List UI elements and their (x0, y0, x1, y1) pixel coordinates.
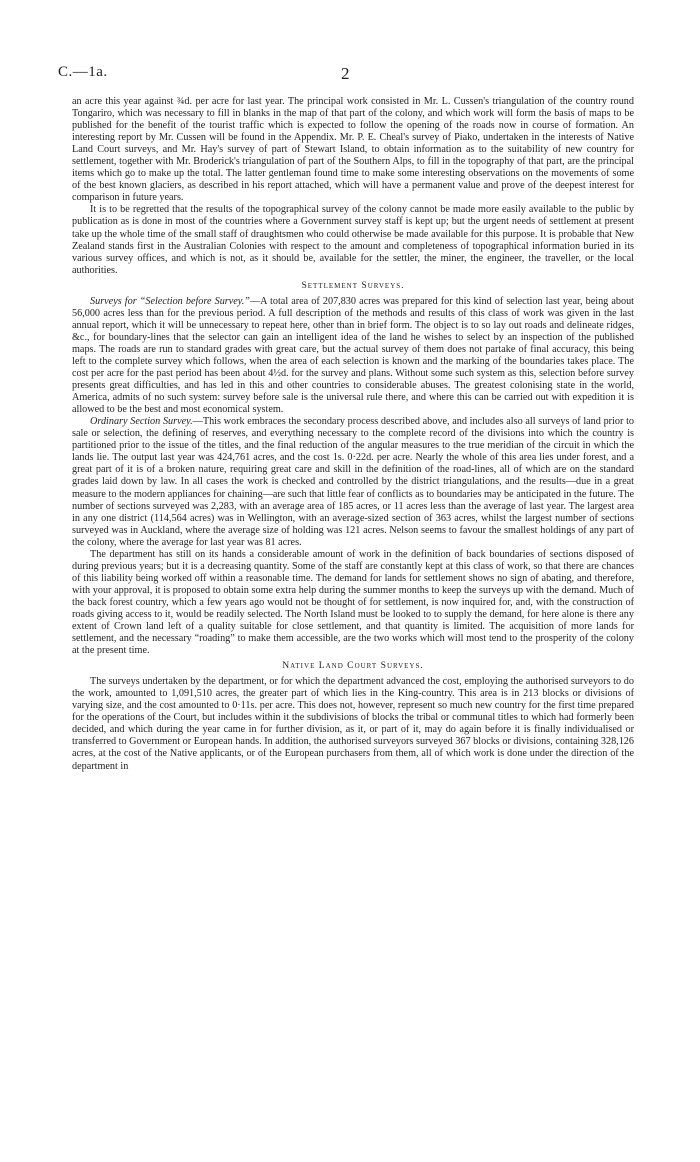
paragraph-selection-before-survey (72, 296, 634, 416)
page-header (58, 64, 642, 88)
run-in-heading-selection: Surveys for “Selection before Survey.” (90, 295, 250, 307)
run-in-heading-ordinary: Ordinary Section Survey. (90, 416, 193, 428)
paragraph-text: —A total area of 207,830 acres was prepared for this kind of selection last year, being about 56,000 acres less than for the previous period. A full description of the methods and results of this class of work was given in the last annual report, which it will be unnecessary to repeat here, other than in brief form. The object is to so lay out roads and delineate ridges, &c., for boundary-lines that the selector can gain an intelligent idea of the land he wishes to select by an inspection of the published maps. The roads are run to standard grades with great care, but the actual survey of them does not partake of final accuracy, this being left to the complete survey which follows, when the area of each selection is known and the marking of the boundaries takes place. The cost per acre for the past period has been about 4½d. for the survey and plans. Without some such system as this, selection before survey presents great difficulties, and has led in this and other countries to considerable abuses. The greatest colonising state in the world, America, admits of no such system: survey before sale is the universal rule there, and where this can be carried out with expedition it is allowed to be the best and most economical system. (72, 295, 634, 416)
paragraph-ordinary-section-survey (72, 416, 634, 549)
paragraph-text: —This work embraces the secondary process described above, and includes also all surveys of land prior to sale or selection, the defining of reserves, and everything necessary to the complete record of the divisions into which the country is partitioned prior to the issue of the titles, and the final reduction of the angular measures to the true meridian of the circuit in which the lands lie. The output last year was 424,761 acres, and the cost 1s. 0·22d. per acre. Nearly the whole of this area lies under forest, and a great part of it is of a broken nature, requiring great care and skill in the definition of the road-lines, all of which are on the standard grades laid down by law. In all cases the work is checked and controlled by the district triangulations, and the results—due in a great measure to the modern appliances for chaining—are such that little fear of conflicts as to boundaries may be anticipated in the future. The number of sections surveyed was 2,283, with an average area of 185 acres, or 11 acres less than the average of last year. The largest area in any one district (114,564 acres) was in Wellington, with an average-sized section of 363 acres, whilst the largest number of sections surveyed was in Auckland, where the average size of holding was 121 acres. Nelson seems to favour the smallest holdings of any part of the colony, where the average for last year was 81 acres. (72, 416, 635, 548)
document-body (72, 96, 634, 773)
paragraph-native-surveys: The surveys undertaken by the department, or for which the department advanced the cost, employing the authorised surveyors to do the work, amounted to 1,091,510 acres, the greater part of which lies in the King-country. This area is in 213 blocks or divisions of varying size, and the cost amounted to 0·11s. per acre. This does not, however, represent so much new country for the first time prepared for the operations of the Court, but includes within it the subdivisions of blocks the tribal or communal titles to which had formerly been decided, and which during the year came in for further division, as it, or part of it, may do again before it is finally individualised or transferred to Government or European hands. In addition, the authorised surveyors surveyed 367 blocks or divisions, containing 328,126 acres, at the cost of the Native applicants, or of the European purchasers from them, all of which work is done under the direction of the department in (72, 676, 634, 772)
paper-reference: C.—1a. (58, 64, 108, 80)
paragraph-topographical-continued: an acre this year against ¾d. per acre for last year. The principal work consisted in Mr. L. Cussen's triangulation of the country round Tongariro, which was necessary to fill in blanks in the map of that part of the colony, and which work will form the basis of maps to be published for the benefit of the tourist traffic which is expected to follow the opening of the roads now in course of formation. An interesting report by Mr. Cussen will be found in the Appendix. Mr. P. E. Cheal's survey of Piako, undertaken in the interests of Native Land Court surveys, and Mr. Hay's survey of part of Stewart Island, to obtain information as to the suitability of new country for settlement, together with Mr. Broderick's triangulation of part of the Southern Alps, to fill in the topography of that part, are the principal items which go to make up the total. The latter gentleman found time to make some interesting observations on the movements of some of the best known glaciers, as described in his report attached, which will have a permanent value and prove of the deepest interest for comparison in future years. (72, 96, 634, 204)
paragraph-back-boundaries: The department has still on its hands a considerable amount of work in the definition of back boundaries of sections disposed of during previous years; but it is a decreasing quantity. Some of the staff are constantly kept at this class of work, so that there are chances of this liability being worked off within a reasonable time. The demand for lands for settlement shows no sign of abating, and therefore, with your approval, it is proposed to obtain some extra help during the summer months to keep the surveys up with the demand. Much of the back forest country, which a few years ago would not be thought of for settlement, is now inquired for, and, with the construction of roads giving access to it, would be readily selected. The North Island must be looked to to supply the demand, for here alone is there any extent of Crown land left of a quality suitable for close settlement, and that quantity is limited. The acquisition of more lands for settlement, and the necessary “roading” to make them accessible, are the two works which will most tend to the prosperity of the colony at the present time. (72, 548, 634, 657)
paragraph-topographical-publication: It is to be regretted that the results of the topographical survey of the colony cannot be made more easily available to the public by publication as is done in most of the countries where a Government survey staff is kept up; but the urgent needs of settlement at present take up the whole time of the small staff of draughtsmen who could otherwise be made available for this purpose. It is probable that New Zealand stands first in the Australian Colonies with respect to the amount and completeness of topographical information buried in its various survey offices, and which is not, as it should be, available for the settler, the miner, the engineer, the traveller, or the local authorities. (72, 204, 634, 276)
section-heading-native-land-court-surveys: Native Land Court Surveys. (282, 660, 424, 672)
page-number: 2 (341, 64, 350, 83)
section-heading-settlement-surveys: Settlement Surveys. (301, 279, 405, 291)
